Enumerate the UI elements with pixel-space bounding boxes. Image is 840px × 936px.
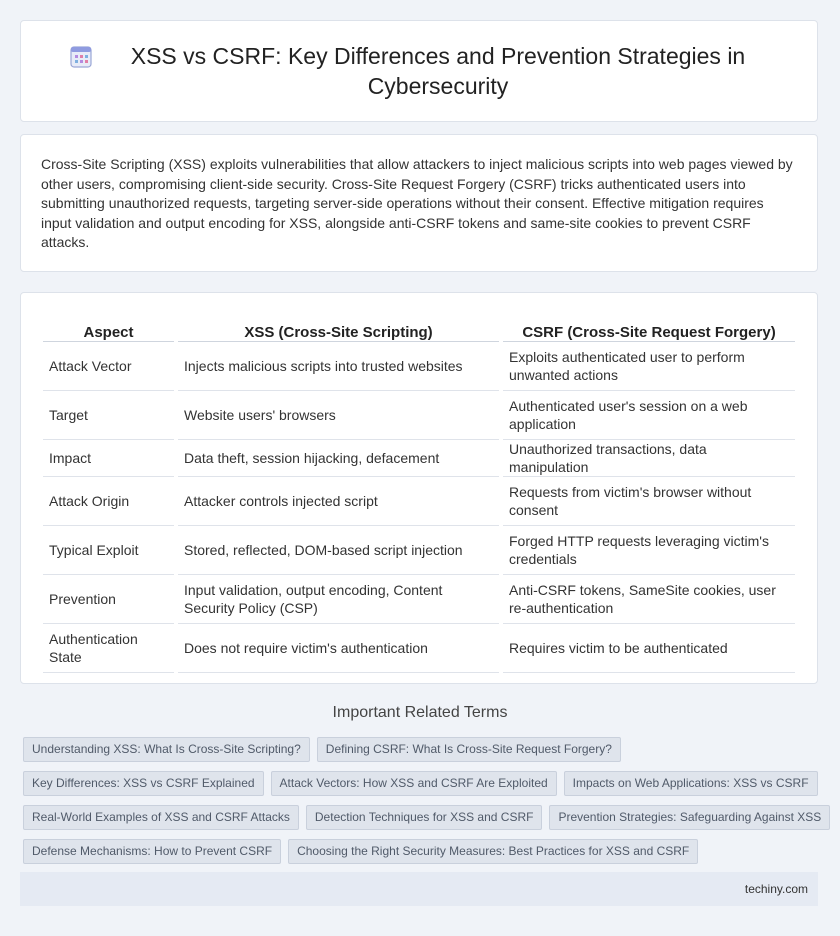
related-term-link[interactable]: Attack Vectors: How XSS and CSRF Are Exploited <box>271 771 557 796</box>
table-cell-aspect: Attack Vector <box>43 342 174 391</box>
table-cell-xss: Attacker controls injected script <box>178 477 499 526</box>
table-cell-csrf: Anti-CSRF tokens, SameSite cookies, user re-authentication <box>503 575 795 624</box>
footer <box>20 872 818 906</box>
chip-row <box>23 839 823 864</box>
table-cell-xss: Website users' browsers <box>178 391 499 440</box>
header-xss: XSS (Cross-Site Scripting) <box>178 315 499 342</box>
table-cell-xss: Input validation, output encoding, Content Security Policy (CSP) <box>178 575 499 624</box>
table-cell-aspect: Attack Origin <box>43 477 174 526</box>
table-cell-aspect: Typical Exploit <box>43 526 174 575</box>
table-cell-aspect: Authentication State <box>43 624 174 673</box>
comparison-card <box>20 292 818 684</box>
table-cell-xss: Stored, reflected, DOM-based script injection <box>178 526 499 575</box>
table-cell-xss: Does not require victim's authentication <box>178 624 499 673</box>
table-cell-csrf: Requests from victim's browser without consent <box>503 477 795 526</box>
table-cell-csrf: Unauthorized transactions, data manipulation <box>503 440 795 477</box>
chip-row <box>23 737 823 762</box>
document-icon <box>69 45 93 74</box>
table-cell-aspect: Target <box>43 391 174 440</box>
related-term-link[interactable]: Defense Mechanisms: How to Prevent CSRF <box>23 839 281 864</box>
header-csrf: CSRF (Cross-Site Request Forgery) <box>503 315 795 342</box>
table-row <box>43 342 795 391</box>
table-cell-xss: Data theft, session hijacking, defacement <box>178 440 499 477</box>
related-term-link[interactable]: Impacts on Web Applications: XSS vs CSRF <box>564 771 818 796</box>
chip-row <box>23 771 823 796</box>
footer-site-link[interactable]: techiny.com <box>744 882 808 896</box>
comparison-table <box>39 315 799 673</box>
title-card <box>20 20 818 122</box>
table-cell-csrf: Requires victim to be authenticated <box>503 624 795 673</box>
table-cell-xss: Injects malicious scripts into trusted websites <box>178 342 499 391</box>
related-terms-list <box>23 737 823 873</box>
related-term-link[interactable]: Detection Techniques for XSS and CSRF <box>306 805 543 830</box>
header-aspect: Aspect <box>43 315 174 342</box>
intro-card <box>20 134 818 272</box>
related-term-link[interactable]: Key Differences: XSS vs CSRF Explained <box>23 771 264 796</box>
page-title: XSS vs CSRF: Key Differences and Prevention Strategies in Cybersecurity <box>130 43 746 99</box>
table-row <box>43 440 795 477</box>
table-row <box>43 477 795 526</box>
related-term-link[interactable]: Choosing the Right Security Measures: Best Practices for XSS and CSRF <box>288 839 698 864</box>
table-row <box>43 575 795 624</box>
related-terms-heading: Important Related Terms <box>332 704 508 721</box>
table-row <box>43 624 795 673</box>
related-term-link[interactable]: Prevention Strategies: Safeguarding Against XSS <box>549 805 830 830</box>
table-row <box>43 391 795 440</box>
related-term-link[interactable]: Defining CSRF: What Is Cross-Site Request Forgery? <box>317 737 621 762</box>
related-term-link[interactable]: Real-World Examples of XSS and CSRF Attacks <box>23 805 299 830</box>
table-header-row <box>43 315 795 342</box>
table-cell-csrf: Authenticated user's session on a web application <box>503 391 795 440</box>
table-cell-csrf: Forged HTTP requests leveraging victim's credentials <box>503 526 795 575</box>
table-cell-aspect: Prevention <box>43 575 174 624</box>
table-cell-csrf: Exploits authenticated user to perform unwanted actions <box>503 342 795 391</box>
intro-paragraph: Cross-Site Scripting (XSS) exploits vulnerabilities that allow attackers to inject malicious scripts into web pages viewed by other users, compromising client-side security. Cross-Site Request Forgery (CSRF) tricks authenticated users into submitting unauthorized requests, targeting server-side operations without their consent. Effective mitigation requires input validation and output encoding for XSS, alongside anti-CSRF tokens and same-site cookies to prevent CSRF attacks. <box>41 156 793 251</box>
chip-row <box>23 805 823 830</box>
related-term-link[interactable]: Understanding XSS: What Is Cross-Site Scripting? <box>23 737 310 762</box>
table-row <box>43 526 795 575</box>
table-cell-aspect: Impact <box>43 440 174 477</box>
title-wrap <box>69 41 769 101</box>
